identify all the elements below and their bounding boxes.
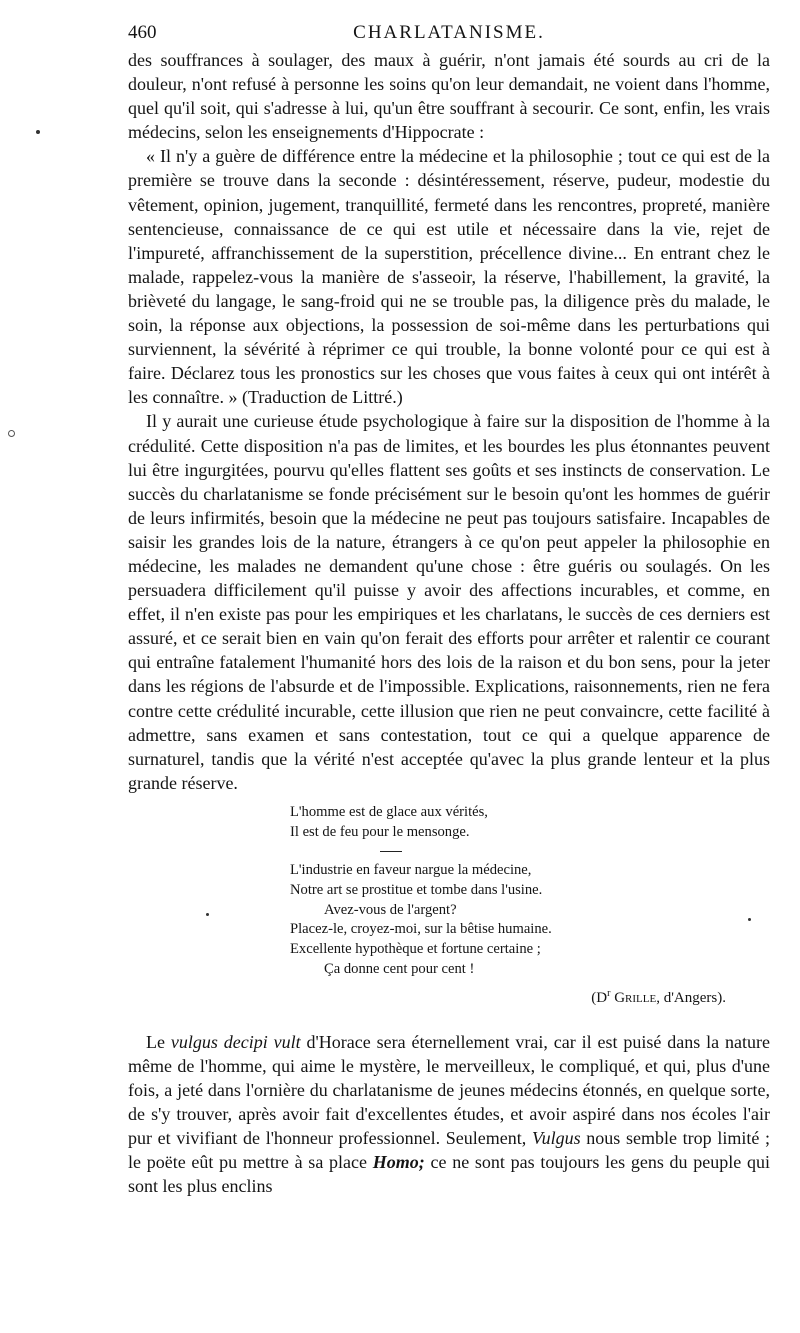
book-page	[128, 22, 770, 1198]
verse-line: Avez-vous de l'argent?	[324, 901, 457, 918]
stanza-divider	[380, 851, 402, 853]
scan-speck	[8, 430, 15, 437]
italic-vulgus: Vulgus	[531, 1128, 581, 1149]
paragraph-credulity: Il y aurait une curieuse étude psychologique à faire sur la disposition de l'homme à la crédulité. Cette disposition n'a pas de limites, et les bourdes les plus étonnantes peuvent lui être ingurgitées, pourvu qu'elles flattent ses goûts et ses instincts de conservation. Le succès du charlatanisme se fonde précisément sur le besoin qu'ont les hommes de guérir de leurs infirmités, besoin que la médecine ne peut pas toujours satisfaire. Incapables de saisir les grandes lois de la nature, étrangers à ce qu'on peut appeler la philosophie en médecine, les malades ne demandent qu'une chose : être guéris ou soulagés. On les persuadera difficilement qu'il puisse y avoir des affections incurables, et comme, en effet, il n'en existe pas pour les empiriques et les charlatans, le succès de ces derniers est assuré, et ce serait bien en vain qu'on ferait des efforts pour arrêter et ralentir ce courant qui entraîne fatalement l'humanité hors des lois de la raison et du bon sens, pour la jeter dans les régions de l'absurde et de l'impossible. Explications, raisonnements, rien ne fera contre cette crédulité incurable, cette illusion que rien ne peut convaincre, cette facilité à admettre, sans examen et sans contestation, tout ce qui a quelque apparence de surnaturel, tandis que la vérité n'est acceptée qu'avec la plus grande lenteur et la plus grande réserve.	[128, 411, 770, 793]
running-title: CHARLATANISME.	[353, 22, 545, 43]
paragraph-continuation: des souffrances à soulager, des maux à guérir, n'ont jamais été sourds au cri de la douleur, n'ont refusé à personne les soins qu'on leur demandait, ne voient dans l'homme, quel qu'il soit, qui s'adresse à lui, qu'un être souffrant à secourir. Ce sont, enfin, les vrais médecins, selon les enseignements d'Hippocrate :	[128, 50, 770, 143]
verse-line: Excellente hypothèque et fortune certaine ;	[290, 941, 541, 958]
author-name: Grille	[614, 989, 657, 1006]
verse-attribution: ($D^r$ Grille, d'Angers).	[591, 987, 726, 1006]
scan-speck	[206, 913, 209, 916]
scan-speck	[36, 130, 40, 134]
verse-line: Placez-le, croyez-moi, sur la bêtise humaine.	[290, 921, 552, 938]
verse-line: Il est de feu pour le mensonge.	[290, 823, 470, 840]
verse-line: Notre art se prostitue et tombe dans l'usine.	[290, 881, 543, 898]
verse-line: L'homme est de glace aux vérités,	[290, 803, 488, 820]
paragraph-hippocrates-quote: « Il n'y a guère de différence entre la médecine et la philosophie ; tout ce qui est de la première se trouve dans la seconde : désintéressement, réserve, pudeur, modestie du vêtement, opinion, jugement, tranquillité, fermeté dans les rencontres, propreté, manière sentencieuse, connaissance de ce qui est utile et nécessaire dans la vie, rejet de l'impureté, affranchissement de la superstition, précellence divine... En entrant chez le malade, rappelez-vous la manière de s'asseoir, la réserve, l'habillement, la gravité, la brièveté du langage, le sang-froid qui ne se trouble pas, la diligence près du malade, le soin, la réponse aux objections, la possession de soi-même dans les perturbations qui surviennent, la sévérité à réprimer ce qui trouble, la bonne volonté pour ce qui est à faire. Déclarez tous les pronostics sur les choses que vous faites à ceux qui ont intérêt à les connaître. » (Traduction de Littré.)	[128, 146, 770, 408]
verse-line: L'industrie en faveur nargue la médecine,	[290, 862, 532, 878]
verse-quotation	[290, 803, 770, 980]
running-header	[128, 22, 770, 48]
page-number: 460	[128, 22, 157, 43]
latin-quote: vulgus decipi vult	[170, 1031, 301, 1052]
verse-line: Ça donne cent pour cent !	[324, 960, 475, 977]
paragraph-vulgus: Le vulgus decipi vult d'Horace sera éternellement vrai, car il est puisé dans la nature même de l'homme, qui aime le mystère, le merveilleux, le compliqué, et qui, plus d'une fois, a jeté dans l'ornière du charlatanisme de jeunes médecins étonnés, en quelque sorte, de s'y trouver, après avoir fait d'excellentes études, et avoir aspiré dans nos écoles l'air pur et vivifiant de l'honneur professionnel. Seulement, Vulgus nous semble trop limité ; le poëte eût pu mettre à sa place Homo; ce ne sont pas toujours les gens du peuple qui sont les plus enclins	[128, 1031, 771, 1197]
scan-speck	[748, 918, 751, 921]
italic-homo: Homo;	[372, 1152, 425, 1173]
